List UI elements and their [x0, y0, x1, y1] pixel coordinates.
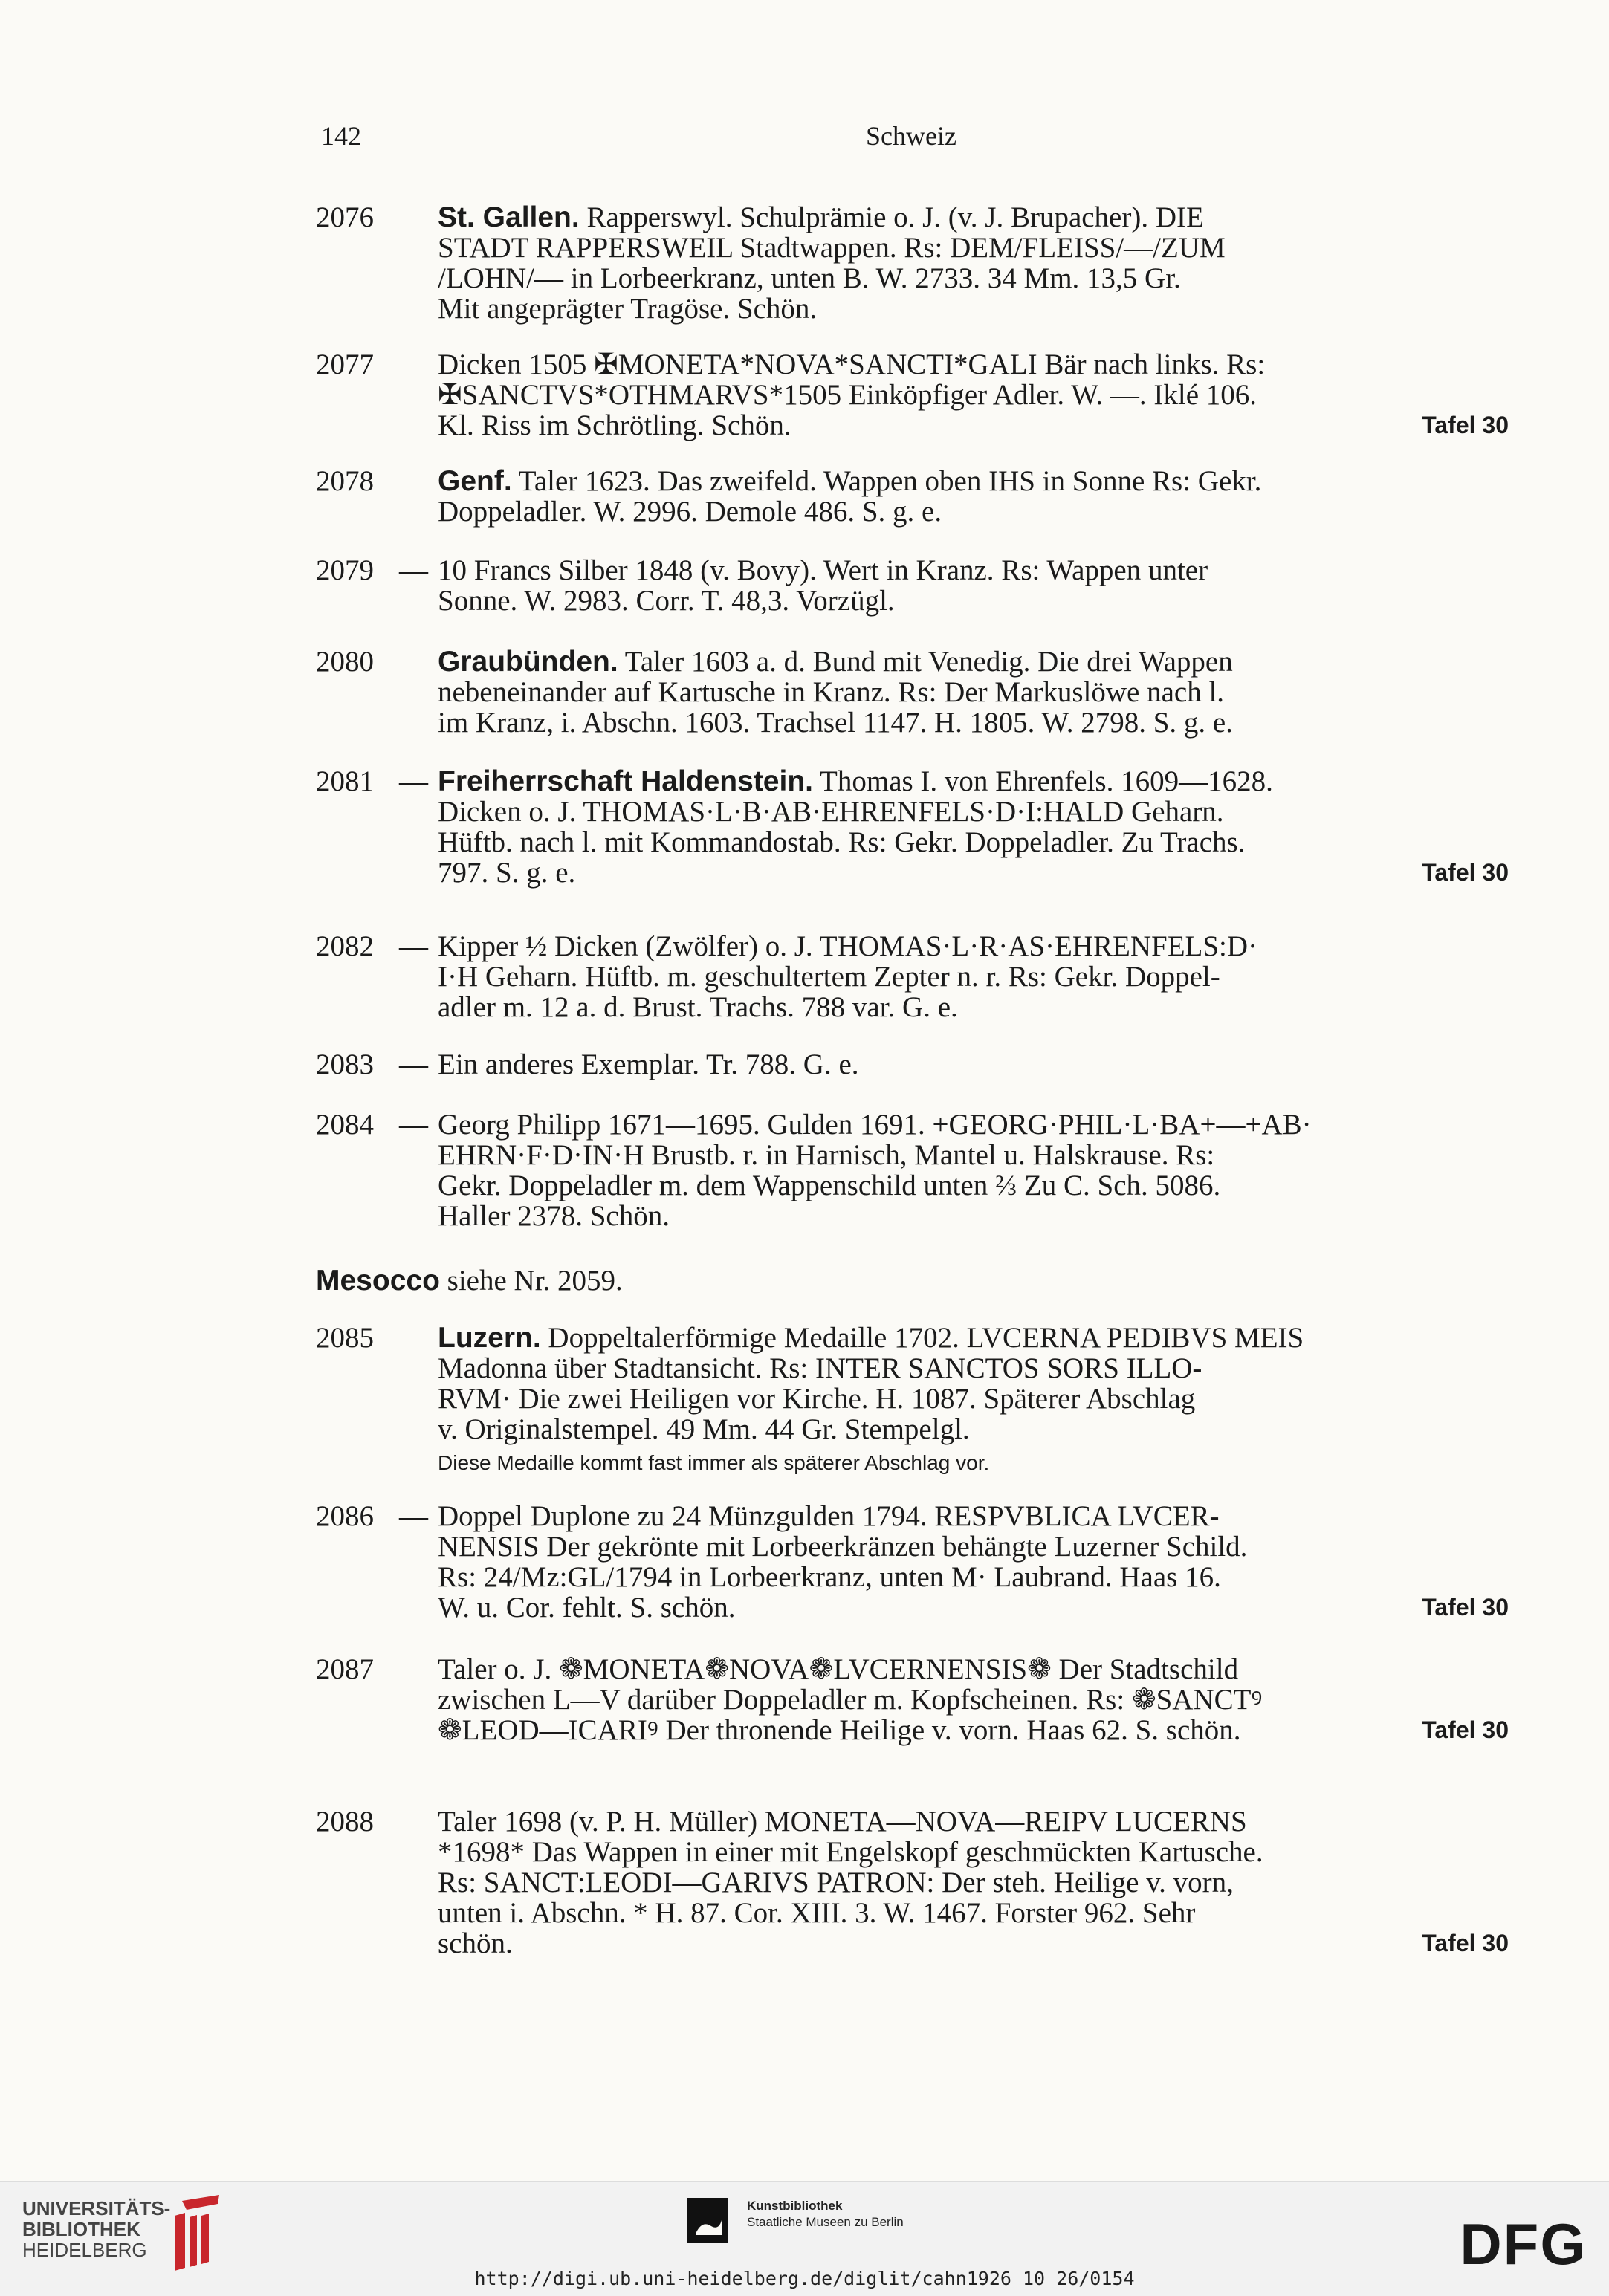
entry-number: 2084	[316, 1109, 374, 1141]
entry-line	[438, 1806, 1509, 1837]
entry-line-text: NENSIS Der gekrönte mit Lorbeerkränzen behängte Luzerner Schild.	[438, 1531, 1248, 1563]
entry-body	[399, 1500, 1509, 1624]
entry-body	[399, 765, 1509, 889]
museum-name: Kunstbibliothek	[747, 2199, 843, 2213]
entry-line	[438, 1049, 1509, 1080]
entry-number: 2081	[316, 765, 374, 797]
entry-line-text: 797. S. g. e.	[438, 857, 576, 889]
entry-line	[438, 1414, 1509, 1444]
entry-line-text: zwischen L—V darüber Doppeladler m. Kopfscheinen. Rs: ❁SANCTꝰ	[438, 1684, 1263, 1716]
entry-line-text: v. Originalstempel. 49 Mm. 44 Gr. Stempelgl.	[438, 1413, 970, 1445]
museum-subtitle: Staatliche Museen zu Berlin	[747, 2215, 904, 2229]
entry-lead: Luzern.	[438, 1322, 541, 1354]
entry-line	[438, 766, 1509, 797]
permalink-url[interactable]: http://digi.ub.uni-heidelberg.de/diglit/cahn1926_10_26/0154	[474, 2268, 1135, 2289]
entry-body	[399, 1048, 1509, 1080]
entry-line-text: Taler 1698 (v. P. H. Müller) MONETA—NOVA—REIPV LUCERNS	[438, 1806, 1247, 1838]
entry-line	[438, 1353, 1509, 1384]
entry-line-text: Rapperswyl. Schulprämie o. J. (v. J. Brupacher). DIE	[586, 201, 1204, 233]
entry-line-text: adler m. 12 a. d. Brust. Trachs. 788 var. G. e.	[438, 991, 958, 1023]
entry-line-text: nebeneinander auf Kartusche in Kranz. Rs: Der Markuslöwe nach l.	[438, 676, 1225, 708]
entry-line	[438, 961, 1509, 992]
entry-line-text: I·H Geharn. Hüftb. m. geschultertem Zepter n. r. Rs: Gekr. Doppel-	[438, 961, 1220, 993]
entry-line-text: EHRN·F·D·IN·H Brustb. r. in Harnisch, Mantel u. Halskrause. Rs:	[438, 1139, 1215, 1171]
entry-line-text: Dicken o. J. THOMAS·L·B·AB·EHRENFELS·D·I:HALD Geharn.	[438, 796, 1224, 828]
entry-number: 2076	[316, 201, 374, 233]
entry-line	[438, 827, 1509, 857]
entry-number: 2086	[316, 1500, 374, 1532]
museum-text	[747, 2198, 940, 2231]
entry-line	[438, 677, 1509, 707]
entry-line	[438, 857, 1509, 888]
entry-line	[438, 1323, 1509, 1353]
cross-reference	[316, 1265, 623, 1296]
ditto-dash: —	[399, 930, 428, 962]
entry-line	[438, 466, 1509, 496]
entry-body	[438, 1806, 1509, 1959]
entry-number: 2079	[316, 554, 374, 586]
entry-line-text: Kl. Riss im Schrötling. Schön.	[438, 409, 791, 441]
entry-line-text: Georg Philipp 1671—1695. Gulden 1691. +GEORG·PHIL·L·BA+—+AB·	[438, 1109, 1312, 1141]
entry-line-text: Taler 1603 a. d. Bund mit Venedig. Die drei Wappen	[624, 646, 1233, 678]
entry-line-text: Rs: 24/Mz:GL/1794 in Lorbeerkranz, unten M· Laubrand. Haas 16.	[438, 1561, 1221, 1593]
entry-line-text: Ein anderes Exemplar. Tr. 788. G. e.	[438, 1048, 859, 1080]
entry-line-text: *1698* Das Wappen in einer mit Engelskopf geschmückten Kartusche.	[438, 1836, 1263, 1868]
entry-line	[438, 349, 1509, 380]
catalog-entry	[316, 646, 1509, 738]
entry-line	[438, 555, 1509, 586]
entry-line-text: im Kranz, i. Abschn. 1603. Trachsel 1147. H. 1805. W. 2798. S. g. e.	[438, 707, 1233, 739]
entry-line-text: Doppeladler. W. 2996. Demole 486. S. g. e.	[438, 496, 942, 528]
ditto-dash: —	[399, 765, 428, 797]
reference-text: siehe Nr. 2059.	[447, 1265, 623, 1297]
page-title: Schweiz	[866, 121, 956, 151]
catalog-entry	[316, 1049, 1509, 1080]
catalog-entry	[316, 1109, 1509, 1231]
entry-line-text: schön.	[438, 1927, 513, 1959]
ditto-dash: —	[399, 1500, 428, 1532]
entry-line	[438, 380, 1509, 410]
entry-line	[438, 1109, 1509, 1140]
plate-reference: Tafel 30	[1422, 1930, 1509, 1956]
ditto-dash: —	[399, 554, 428, 586]
entry-line	[438, 1928, 1509, 1959]
university-logo-text[interactable]	[22, 2198, 170, 2260]
entry-line-text: ✠SANCTVS*OTHMARVS*1505 Einköpfiger Adler. W. —. Iklé 106.	[438, 379, 1257, 411]
entry-line-text: unten i. Abschn. * H. 87. Cor. XIII. 3. W. 1467. Forster 962. Sehr	[438, 1897, 1196, 1929]
dfg-logo[interactable]: DFG	[1460, 2211, 1587, 2277]
museum-logo-icon	[687, 2198, 728, 2243]
catalog-entry	[316, 1501, 1509, 1623]
entry-body	[438, 202, 1509, 324]
entry-line-text: ❁LEOD—ICARIꝰ Der thronende Heilige v. vorn. Haas 62. S. schön.	[438, 1714, 1241, 1746]
entry-line	[438, 646, 1509, 677]
entry-body	[438, 349, 1509, 441]
catalog-entry	[316, 349, 1509, 441]
entry-line-text: Thomas I. von Ehrenfels. 1609—1628.	[820, 765, 1273, 797]
entry-line	[438, 992, 1509, 1022]
entry-number: 2078	[316, 465, 374, 497]
plate-reference: Tafel 30	[1422, 1594, 1509, 1621]
entry-line-text: RVM· Die zwei Heiligen vor Kirche. H. 1087. Späterer Abschlag	[438, 1383, 1196, 1415]
plate-reference: Tafel 30	[1422, 412, 1509, 438]
entry-line	[438, 1837, 1509, 1867]
entry-lead: Freiherrschaft Haldenstein.	[438, 765, 813, 797]
entry-line	[438, 1170, 1509, 1201]
catalog-entry	[316, 555, 1509, 616]
entry-body	[438, 646, 1509, 738]
entry-line	[438, 1201, 1509, 1231]
entry-line-text: /LOHN/— in Lorbeerkranz, unten B. W. 2733. 34 Mm. 13,5 Gr.	[438, 262, 1181, 294]
catalog-entry	[316, 931, 1509, 1022]
entry-line	[438, 1684, 1509, 1715]
entry-line	[438, 1592, 1509, 1623]
catalog-entry	[316, 1654, 1509, 1745]
entry-line	[438, 294, 1509, 324]
entry-line-text: Doppel Duplone zu 24 Münzgulden 1794. RESPVBLICA LVCER-	[438, 1500, 1220, 1532]
entry-line	[438, 1140, 1509, 1170]
entry-line	[438, 797, 1509, 827]
entry-number: 2083	[316, 1048, 374, 1080]
entry-line	[438, 1867, 1509, 1898]
catalog-entry	[316, 766, 1509, 888]
entry-body	[438, 466, 1509, 527]
entry-line-text: Hüftb. nach l. mit Kommandostab. Rs: Gekr. Doppeladler. Zu Trachs.	[438, 826, 1246, 858]
entry-lead: St. Gallen.	[438, 201, 580, 233]
entry-line	[438, 496, 1509, 527]
entry-line	[438, 1562, 1509, 1592]
entry-lead: Graubünden.	[438, 646, 618, 678]
entry-line	[438, 233, 1509, 263]
entry-lead: Genf.	[438, 465, 512, 497]
entry-line	[438, 263, 1509, 294]
entry-line-text: Haller 2378. Schön.	[438, 1200, 670, 1232]
entry-body	[399, 554, 1509, 617]
entry-line	[438, 1384, 1509, 1414]
entry-line-text: Taler 1623. Das zweifeld. Wappen oben IHS in Sonne Rs: Gekr.	[518, 465, 1262, 497]
university-line: HEIDELBERG	[22, 2239, 147, 2261]
entry-line	[438, 707, 1509, 738]
entry-line-text: Dicken 1505 ✠MONETA*NOVA*SANCTI*GALI Bär nach links. Rs:	[438, 348, 1266, 380]
entry-line-text: Mit angeprägter Tragöse. Schön.	[438, 293, 818, 325]
university-line: BIBLIOTHEK	[22, 2218, 140, 2240]
entry-line	[438, 1898, 1509, 1928]
entry-body	[399, 1109, 1509, 1232]
catalog-entry	[316, 466, 1509, 527]
ditto-dash: —	[399, 1048, 428, 1080]
entry-line	[438, 931, 1509, 961]
entry-note: Diese Medaille kommt fast immer als späterer Abschlag vor.	[438, 1451, 990, 1474]
entry-line	[438, 1654, 1509, 1684]
entry-line-text: 10 Francs Silber 1848 (v. Bovy). Wert in Kranz. Rs: Wappen unter	[438, 554, 1208, 586]
entry-line-text: STADT RAPPERSWEIL Stadtwappen. Rs: DEM/FLEISS/—/ZUM	[438, 232, 1226, 264]
entry-line-text: Gekr. Doppeladler m. dem Wappenschild unten ⅔ Zu C. Sch. 5086.	[438, 1170, 1221, 1201]
entry-body	[438, 1654, 1509, 1745]
entry-line-text: Doppeltalerförmige Medaille 1702. LVCERNA PEDIBVS MEIS	[548, 1322, 1304, 1354]
ditto-dash: —	[399, 1109, 428, 1141]
entry-line-text: W. u. Cor. fehlt. S. schön.	[438, 1592, 736, 1624]
entry-line	[438, 1501, 1509, 1531]
entry-line-text: Sonne. W. 2983. Corr. T. 48,3. Vorzügl.	[438, 585, 895, 617]
entry-line	[438, 1715, 1509, 1745]
entry-body	[399, 930, 1509, 1023]
entry-number: 2088	[316, 1806, 374, 1838]
entry-line	[438, 1531, 1509, 1562]
plate-reference: Tafel 30	[1422, 1716, 1509, 1743]
entry-line	[438, 202, 1509, 233]
university-line: UNIVERSITÄTS-	[22, 2197, 171, 2219]
entry-number: 2082	[316, 930, 374, 962]
reference-lead: Mesocco	[316, 1265, 440, 1297]
entry-line-text: Taler o. J. ❁MONETA❁NOVA❁LVCERNENSIS❁ Der Stadtschild	[438, 1653, 1239, 1685]
entry-line-text: Kipper ½ Dicken (Zwölfer) o. J. THOMAS·L·R·AS·EHRENFELS:D·	[438, 930, 1258, 962]
catalog-entry	[316, 202, 1509, 324]
entry-line-text: Madonna über Stadtansicht. Rs: INTER SANCTOS SORS ILLO-	[438, 1352, 1202, 1384]
entry-number: 2087	[316, 1653, 374, 1685]
catalog-entry	[316, 1323, 1509, 1478]
entry-number: 2085	[316, 1322, 374, 1354]
entry-body	[438, 1323, 1509, 1478]
university-logo-icon[interactable]	[160, 2193, 227, 2275]
entry-number: 2077	[316, 348, 374, 380]
entry-line-text: Rs: SANCT:LEODI—GARIVS PATRON: Der steh. Heilige v. vorn,	[438, 1867, 1234, 1898]
catalog-entry	[316, 1806, 1509, 1959]
plate-reference: Tafel 30	[1422, 859, 1509, 886]
entry-line	[438, 410, 1509, 441]
entry-line	[438, 586, 1509, 616]
page-number: 142	[321, 121, 361, 151]
entry-number: 2080	[316, 646, 374, 678]
